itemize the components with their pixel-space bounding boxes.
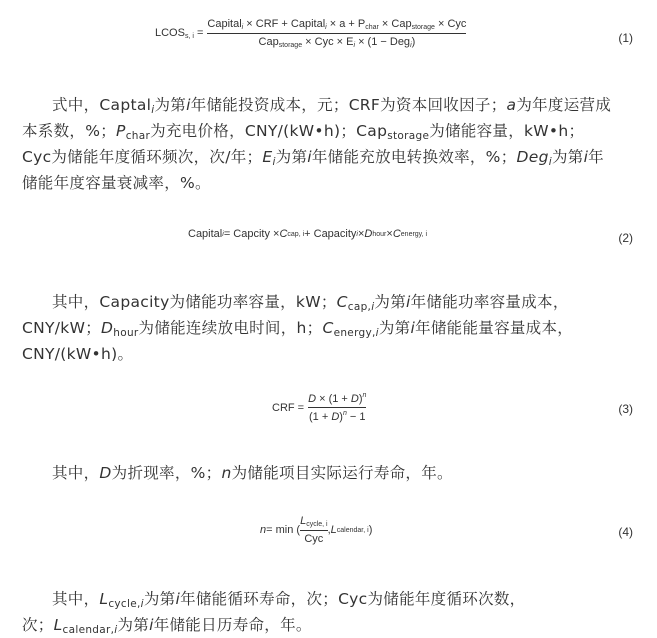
paragraph-1-line-2: 本系数，%；$P_{char}$为充电价格，CNY/(kW•h)；Cap$_{storage}$为储能容量，kW•h； bbox=[22, 122, 585, 142]
paragraph-2-line-2: CNY/kW；$D_{hour}$为储能连续放电时间，h；$C_{energy,i}$为第i年储能能量容量成本， bbox=[22, 319, 574, 339]
equation-1-fraction-bar bbox=[207, 33, 466, 34]
equation-4-number: (4) bbox=[618, 525, 633, 539]
paragraph-4-line-1: 其中，$L_{cycle,i}$为第i年储能循环寿命，次；Cyc为储能年度循环次数， bbox=[52, 590, 526, 610]
equation-2-number: (2) bbox=[618, 231, 633, 245]
paragraph-3-line-1: 其中，D为折现率，%；n为储能项目实际运行寿命，年。 bbox=[52, 464, 453, 482]
equation-4-denominator: Cyc bbox=[304, 533, 324, 545]
paragraph-1-line-3: Cyc为储能年度循环频次，次/年；$E_i$为第i年储能充放电转换效率，%；Deg$_i$为第i年 bbox=[22, 148, 604, 168]
equation-3-numerator: $D \times (1 + D)^n$ bbox=[308, 392, 367, 405]
paragraph-1-line-4: 储能年度容量衰减率，%。 bbox=[22, 174, 211, 192]
equation-4-fraction bbox=[300, 515, 328, 545]
equation-3-lhs: CRF = bbox=[272, 401, 305, 414]
equation-3-denominator: $(1 + D)^n - 1$ bbox=[309, 410, 366, 423]
equation-1-fraction bbox=[207, 18, 466, 49]
equation-1 bbox=[0, 14, 657, 64]
equation-3-number: (3) bbox=[618, 402, 633, 416]
paragraph-2-line-3: CNY/(kW•h)。 bbox=[22, 345, 134, 363]
equation-4-numerator: $L_{cycle, i}$ bbox=[300, 515, 328, 528]
paragraph-2-line-1: 其中，Capacity为储能功率容量，kW；$C_{cap,i}$为第i年储能功率容量成本， bbox=[52, 293, 569, 313]
equation-1-formula bbox=[155, 18, 466, 49]
paragraph-2 bbox=[22, 289, 642, 367]
equation-3-formula bbox=[272, 392, 366, 423]
paragraph-4 bbox=[22, 586, 642, 638]
equation-1-number: (1) bbox=[618, 31, 633, 45]
paragraph-1 bbox=[22, 92, 642, 196]
equation-4-formula: n = min ( $\frac{L_{cycle, i}}{\text{Cyc}}$ , L calendar, i ) bbox=[260, 515, 373, 545]
equation-3-fraction bbox=[308, 392, 366, 423]
paragraph-4-line-2: 次；$L_{calendar,i}$为第i年储能日历寿命，年。 bbox=[22, 616, 312, 636]
equation-1-numerator: Capital$_i$ × CRF + Capital$_i$ × $a + P_{char} \times Cap_{storage}$ × Cyc bbox=[207, 18, 467, 31]
paragraph-3 bbox=[22, 460, 642, 486]
equation-4 bbox=[0, 513, 657, 553]
equation-2 bbox=[0, 222, 657, 252]
equation-3-fraction-bar bbox=[308, 407, 366, 408]
paragraph-1-line-1: 式中，Captal$_i$为第i年储能投资成本，元；CRF为资本回收因子；a为年度运营成 bbox=[52, 96, 612, 116]
equation-4-fraction-bar bbox=[300, 530, 328, 531]
equation-1-denominator: Cap$_{storage}$ × Cyc × $E_i \times (1 - Deg_i)$ bbox=[258, 36, 416, 49]
equation-2-formula: Capital i = Capcity × C cap, i + Capacity i × D hour × C energy, i bbox=[188, 228, 428, 240]
equation-1-lhs: $LCOS_{s, i}$ = bbox=[155, 27, 204, 40]
equation-3 bbox=[0, 388, 657, 432]
